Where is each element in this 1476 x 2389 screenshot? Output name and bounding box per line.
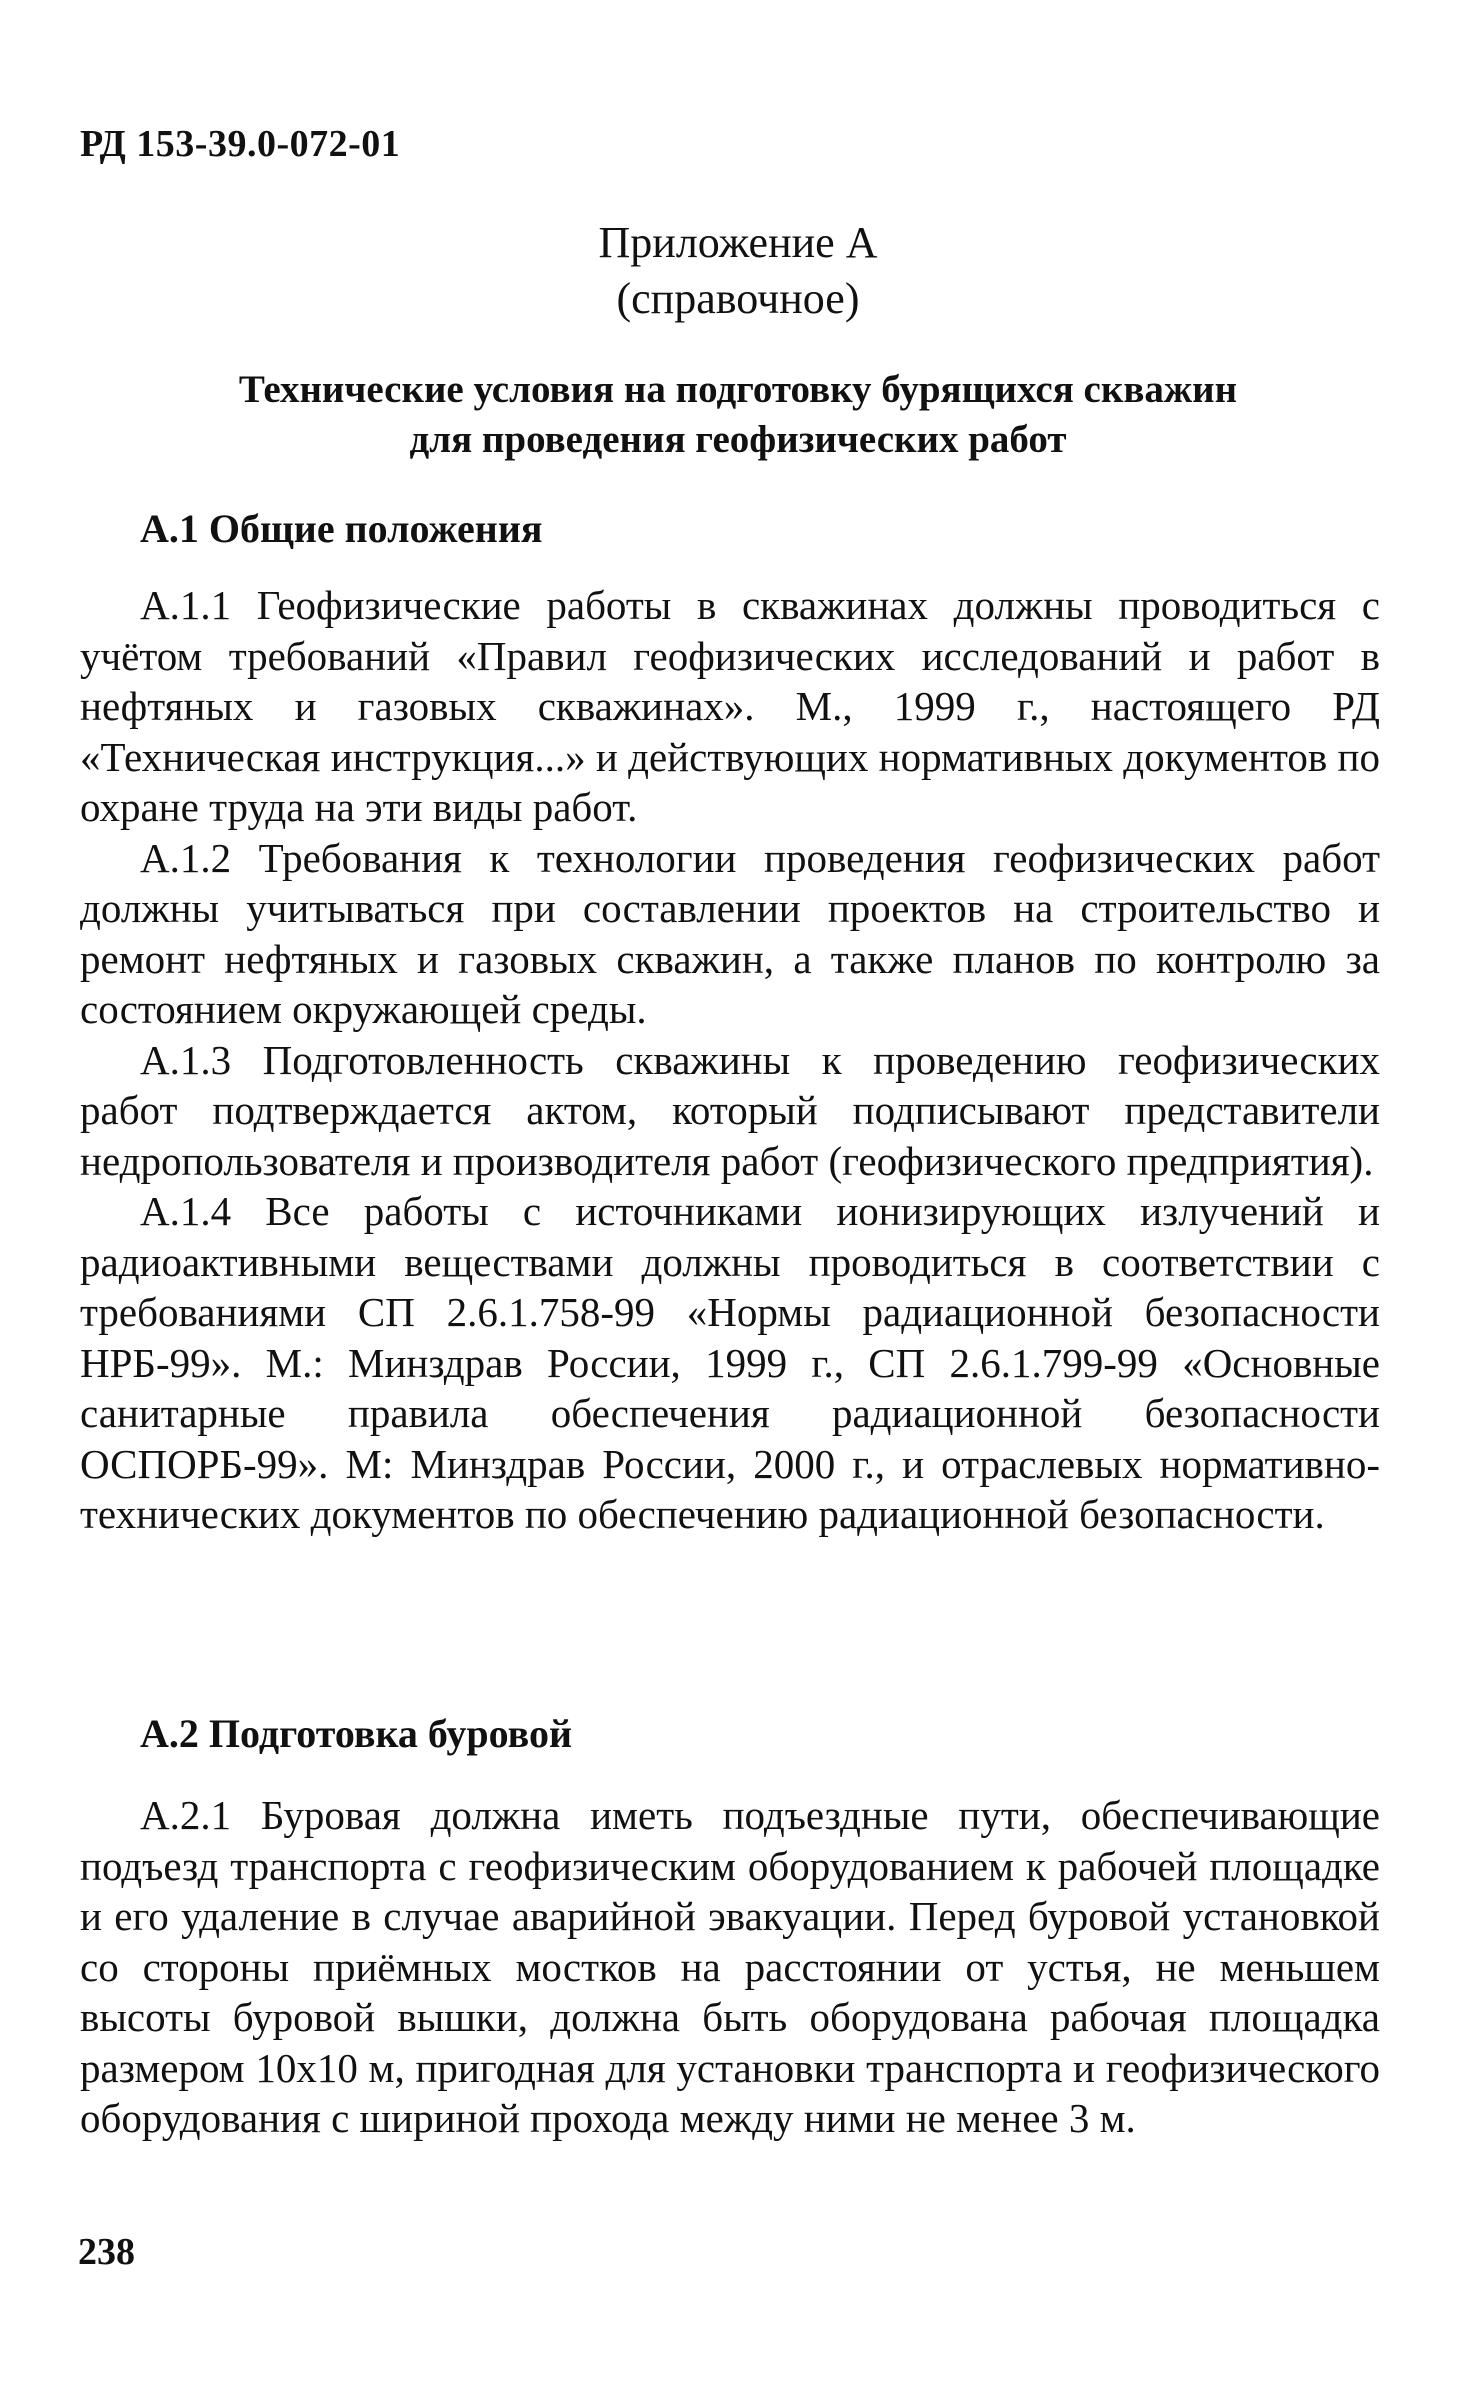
section-body-a1 (80, 580, 1380, 1540)
paragraph-a2-1: А.2.1 Буровая должна иметь подъездные пути, обеспечивающие подъезд транспорта с геофизическим оборудованием к рабочей площадке и его удаление в случае аварийной эвакуации. Перед буровой установкой со стороны приёмных мостков на расстоянии от устья, не меньшем высоты буровой вышки, должна быть оборудована рабочая площадка размером 10х10 м, пригодная для установки транспорта и геофизического оборудования с шириной прохода между ними не менее 3 м. (80, 1792, 1380, 2141)
section-heading-a1: А.1 Общие положения (140, 506, 543, 551)
paragraph-a1-3: А.1.3 Подготовленность скважины к проведению геофизических работ подтверждается актом, который подписывают представители недропользователя и производителя работ (геофизического предприятия). (80, 1036, 1380, 1184)
document-heading (0, 365, 1476, 465)
appendix-subtitle: (справочное) (616, 274, 860, 323)
appendix-title-block (0, 215, 1476, 327)
document-heading-line-1: Технические условия на подготовку бурящихся скважин (238, 368, 1238, 411)
page-number: 238 (78, 2231, 135, 2273)
document-code: РД 153-39.0-072-01 (80, 123, 401, 165)
appendix-title: Приложение А (598, 218, 878, 267)
section-body-a2 (80, 1790, 1380, 2144)
document-heading-line-2: для проведения геофизических работ (409, 418, 1067, 461)
paragraph-a1-1: А.1.1 Геофизические работы в скважинах должны проводиться с учётом требований «Правил геофизических исследований и работ в нефтяных и газовых скважинах». М., 1999 г., настоящего РД «Техническая инструкция...» и действующих нормативных документов по охране труда на эти виды работ. (80, 582, 1380, 830)
section-heading-a2: А.2 Подготовка буровой (140, 1711, 572, 1756)
paragraph-a1-4: А.1.4 Все работы с источниками ионизирующих излучений и радиоактивными веществами должны проводиться в соответствии с требованиями СП 2.6.1.758-99 «Нормы радиационной безопасности НРБ-99». М.: Минздрав России, 1999 г., СП 2.6.1.799-99 «Основные санитарные правила обеспечения радиационной безопасности ОСПОРБ-99». М: Минздрав России, 2000 г., и отраслевых нормативно-технических документов по обеспечению радиационной безопасности. (80, 1188, 1380, 1537)
paragraph-a1-2: А.1.2 Требования к технологии проведения геофизических работ должны учитываться при составлении проектов на строительство и ремонт нефтяных и газовых скважин, а также планов по контролю за состоянием окружающей среды. (80, 834, 1380, 1032)
